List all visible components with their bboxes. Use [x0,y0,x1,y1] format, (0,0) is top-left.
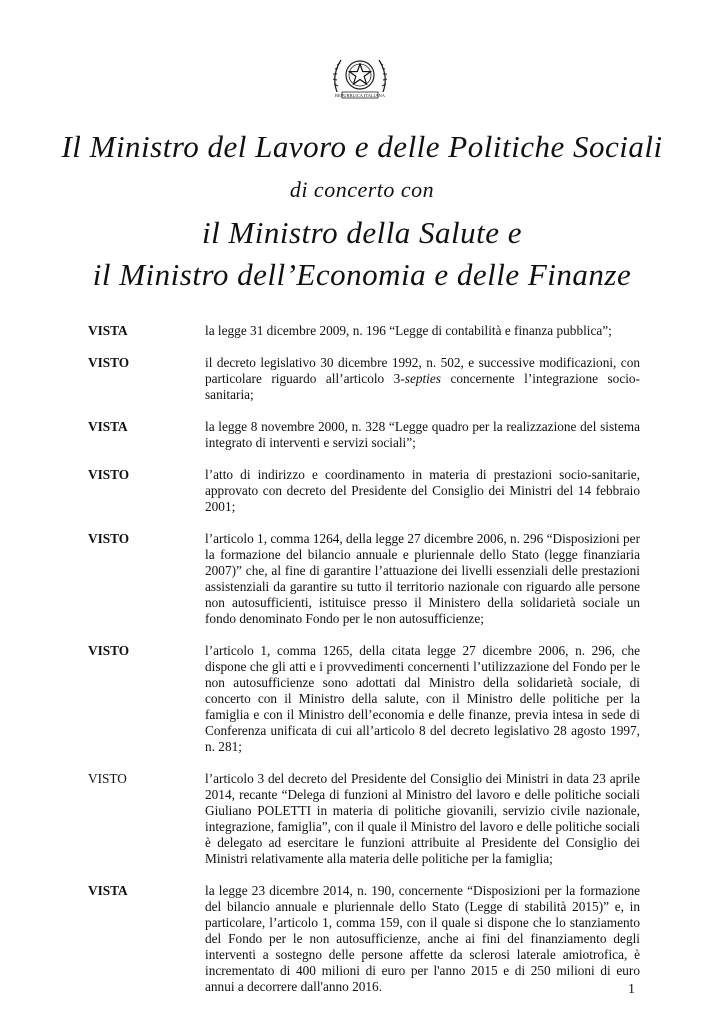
recital-item [88,771,640,867]
recital-text: la legge 31 dicembre 2009, n. 196 “Legge di contabilità e finanza pubblica”; [205,323,612,338]
recital-text: l’articolo 3 del decreto del Presidente del Consiglio dei Ministri in data 23 aprile 2014, recante “Delega di funzioni al Ministro del lavoro e delle politiche sociali Giuliano POLETTI in materia di politiche giovanili, servizio civile nazionale, integrazione, famiglia”, con il quale il Ministro del lavoro e delle politiche sociali è delegato ad esercitare le funzioni attribuite al Presidente del Consiglio dei Ministri relativamente alla materia delle politiche per la famiglia; [205,771,640,866]
recital-label: VISTO [88,467,130,482]
recital-label: VISTA [88,419,128,434]
italian-republic-emblem-icon [327,52,393,102]
header-minister-labour: Il Ministro del Lavoro e delle Politiche Sociali [61,129,663,164]
svg-text:REPUBBLICA ITALIANA: REPUBBLICA ITALIANA [334,93,386,98]
recital-text: la legge 23 dicembre 2014, n. 190, concernente “Disposizioni per la formazione del bilancio annuale e pluriennale dello Stato (Legge di stabilità 2015)” e, in particolare, l’articolo 1, comma 159, con il quale si dispone che lo stanziamento del Fondo per le non autosufficienze, anche ai fini del finanziamento degli interventi a sostegno delle persone affette da sclerosi laterale amiotrofica, è incrementato di 400 milioni di euro per l'anno 2015 e di 250 milioni di euro annui a decorrere dall'anno 2016. [205,883,640,994]
recital-item [88,467,640,515]
recital-text: l’articolo 1, comma 1264, della legge 27 dicembre 2006, n. 296 “Disposizioni per la formazione del bilancio annuale e pluriennale dello Stato (legge finanziaria 2007)” che, al fine di garantire l’attuazione dei livelli essenziali delle prestazioni assistenziali da garantire su tutto il territorio nazionale con riguardo alle persone non autosufficienti, istituisce presso il Ministero della solidarietà sociale un fondo denominato Fondo per le non autosufficienze; [205,531,640,626]
recital-label: VISTA [88,883,128,898]
header-minister-health: il Ministro della Salute e [201,215,523,250]
document-header [0,126,724,296]
recital-label: VISTO [88,355,130,370]
page-number: 1 [628,982,635,997]
recital-item [88,419,640,451]
recital-text: il decreto legislativo 30 dicembre 1992, n. 502, e successive modificazioni, con particolare riguardo all’articolo 3-septies concernente l’integrazione socio-sanitaria; [205,355,640,402]
recital-label: VISTO [88,531,130,546]
recital-text: l’articolo 1, comma 1265, della citata legge 27 dicembre 2006, n. 296, che dispone che gli atti e i provvedimenti concernenti l’utilizzazione del Fondo per le non autosufficienze sono adottati dal Ministro della solidarietà sociale, di concerto con il Ministro della salute, con il Ministro delle politiche per la famiglia e con il Ministro dell’economia e delle finanze, previa intesa in sede di Conferenza unificata di cui all’articolo 8 del decreto legislativo 28 agosto 1997, n. 281; [205,643,640,754]
header-minister-economy: il Ministro dell’Economia e delle Finanze [92,257,632,292]
recital-text: l’atto di indirizzo e coordinamento in materia di prestazioni socio-sanitarie, approvato con decreto del Presidente del Consiglio dei Ministri del 14 febbraio 2001; [205,467,640,514]
header-in-concert: di concerto con [289,177,435,202]
recital-item [88,531,640,627]
recital-label: VISTA [88,323,128,338]
recital-item [88,355,640,403]
recitals [88,323,640,1011]
recital-item [88,643,640,755]
recital-item [88,883,640,995]
recital-item [88,323,640,339]
recital-label: VISTO [88,643,130,658]
recital-text: la legge 8 novembre 2000, n. 328 “Legge quadro per la realizzazione del sistema integrato di interventi e servizi sociali”; [205,419,640,450]
recital-label: VISTO [88,771,127,786]
